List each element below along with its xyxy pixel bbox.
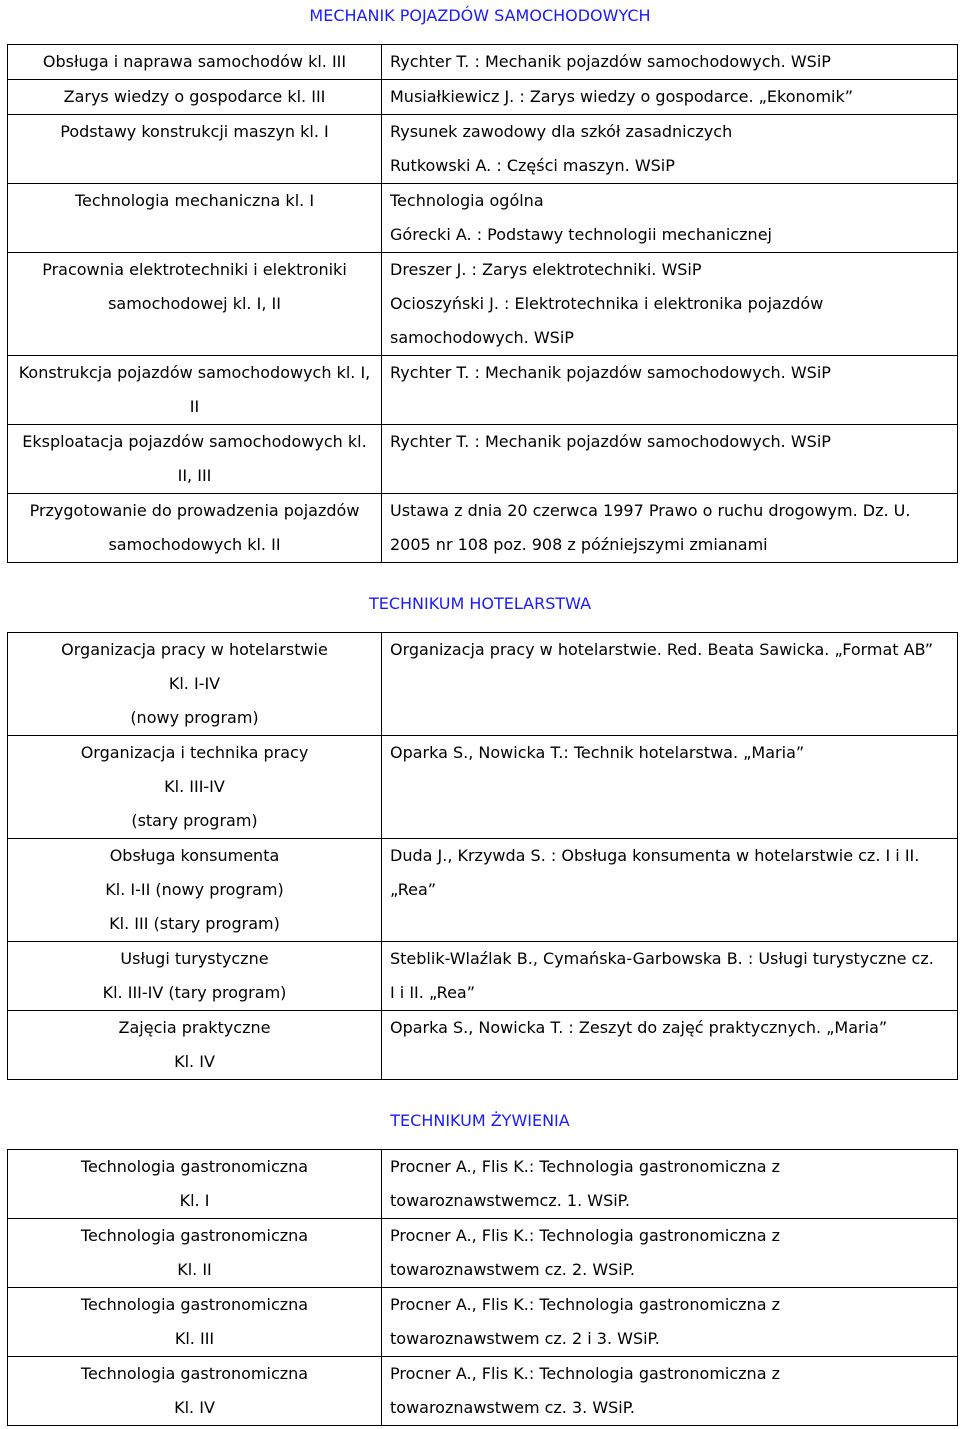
subject-line: Kl. II: [177, 1260, 212, 1279]
textbook-line: I i II. „Rea”: [390, 983, 475, 1002]
section-title-mechanik: MECHANIK POJAZDÓW SAMOCHODOWYCH: [309, 6, 651, 25]
subject-line: Technologia gastronomiczna: [80, 1226, 309, 1245]
subject-cell: [8, 736, 382, 839]
subject-line: Kl. III (stary program): [109, 914, 280, 933]
table-body: [8, 45, 958, 563]
subject-line: Zarys wiedzy o gospodarce kl. III: [63, 87, 326, 106]
subject-line: Organizacja i technika pracy: [80, 743, 309, 762]
subject-line: Kl. III-IV: [164, 777, 225, 796]
table-row: [8, 184, 958, 253]
table-row: [8, 1288, 958, 1357]
textbook-line: Rysunek zawodowy dla szkół zasadniczych: [390, 122, 733, 141]
subject-cell: [8, 425, 382, 494]
table-body: [8, 633, 958, 1080]
subject-cell: [8, 356, 382, 425]
subject-line: Kl. III-IV (tary program): [102, 983, 287, 1002]
subject-cell: [8, 253, 382, 356]
textbook-cell: [382, 425, 958, 494]
subject-line: Kl. III: [174, 1329, 215, 1348]
section-title-zywienie: TECHNIKUM ŻYWIENIA: [390, 1111, 570, 1130]
textbook-line: Oparka S., Nowicka T. : Zeszyt do zajęć praktycznych. „Maria”: [390, 1018, 888, 1037]
textbook-line: Procner A., Flis K.: Technologia gastronomiczna z: [390, 1295, 780, 1314]
subject-line: samochodowych kl. II: [108, 535, 281, 554]
textbook-line: Technologia ogólna: [390, 191, 544, 210]
table-zywienie: [7, 1149, 958, 1426]
textbook-line: Dreszer J. : Zarys elektrotechniki. WSiP: [390, 260, 702, 279]
table-hotelarstwo: [7, 632, 958, 1080]
subject-line: samochodowej kl. I, II: [108, 294, 281, 313]
textbook-cell: [382, 356, 958, 425]
textbook-line: Musiałkiewicz J. : Zarys wiedzy o gospodarce. „Ekonomik”: [390, 87, 854, 106]
textbook-cell: [382, 736, 958, 839]
textbook-line: 2005 nr 108 poz. 908 z późniejszymi zmianami: [390, 535, 768, 554]
textbook-cell: [382, 80, 958, 115]
subject-line: Eksploatacja pojazdów samochodowych kl.: [22, 432, 367, 451]
subject-line: Przygotowanie do prowadzenia pojazdów: [29, 501, 360, 520]
subject-cell: [8, 1219, 382, 1288]
textbook-cell: [382, 633, 958, 736]
textbook-cell: [382, 253, 958, 356]
textbook-line: Procner A., Flis K.: Technologia gastronomiczna z: [390, 1226, 780, 1245]
subject-line: Technologia gastronomiczna: [80, 1157, 309, 1176]
textbook-line: Procner A., Flis K.: Technologia gastronomiczna z: [390, 1364, 780, 1383]
table-row: [8, 425, 958, 494]
subject-cell: [8, 184, 382, 253]
subject-cell: [8, 115, 382, 184]
table-row: [8, 80, 958, 115]
subject-line: Pracownia elektrotechniki i elektroniki: [42, 260, 347, 279]
subject-cell: [8, 80, 382, 115]
textbook-cell: [382, 1011, 958, 1080]
subject-line: (nowy program): [130, 708, 259, 727]
subject-line: Podstawy konstrukcji maszyn kl. I: [60, 122, 329, 141]
subject-line: Kl. IV: [174, 1052, 215, 1071]
table-row: [8, 45, 958, 80]
table-row: [8, 633, 958, 736]
subject-cell: [8, 1357, 382, 1426]
table-row: [8, 253, 958, 356]
subject-cell: [8, 1150, 382, 1219]
table-row: [8, 356, 958, 425]
subject-cell: [8, 1288, 382, 1357]
table-body: [8, 1150, 958, 1426]
textbook-cell: [382, 942, 958, 1011]
table-row: [8, 942, 958, 1011]
subject-cell: [8, 494, 382, 563]
subject-cell: [8, 942, 382, 1011]
subject-line: Technologia mechaniczna kl. I: [74, 191, 315, 210]
table-row: [8, 1150, 958, 1219]
subject-line: Technologia gastronomiczna: [80, 1295, 309, 1314]
textbook-line: towaroznawstwem cz. 2. WSiP.: [390, 1260, 635, 1279]
subject-line: Kl. I-II (nowy program): [105, 880, 284, 899]
textbook-line: Ustawa z dnia 20 czerwca 1997 Prawo o ruchu drogowym. Dz. U.: [390, 501, 911, 520]
textbook-cell: [382, 184, 958, 253]
textbook-line: Rychter T. : Mechanik pojazdów samochodowych. WSiP: [390, 432, 831, 451]
table-row: [8, 115, 958, 184]
subject-line: Organizacja pracy w hotelarstwie: [61, 640, 328, 659]
textbook-line: towaroznawstwem cz. 3. WSiP.: [390, 1398, 635, 1417]
textbook-line: Steblik-Wlaźlak B., Cymańska-Garbowska B. : Usługi turystyczne cz.: [390, 949, 934, 968]
table-row: [8, 839, 958, 942]
subject-cell: [8, 839, 382, 942]
textbook-cell: [382, 115, 958, 184]
textbook-line: Ocioszyński J. : Elektrotechnika i elektronika pojazdów: [390, 294, 824, 313]
subject-line: Kl. I: [179, 1191, 210, 1210]
subject-line: Kl. I-IV: [168, 674, 221, 693]
subject-cell: [8, 1011, 382, 1080]
subject-line: Kl. IV: [174, 1398, 215, 1417]
textbook-cell: [382, 1357, 958, 1426]
subject-cell: [8, 633, 382, 736]
textbook-line: towaroznawstwem cz. 2 i 3. WSiP.: [390, 1329, 660, 1348]
subject-line: (stary program): [131, 811, 258, 830]
textbook-line: Duda J., Krzywda S. : Obsługa konsumenta w hotelarstwie cz. I i II.: [390, 846, 920, 865]
textbook-line: Rychter T. : Mechanik pojazdów samochodowych. WSiP: [390, 52, 831, 71]
textbook-line: Procner A., Flis K.: Technologia gastronomiczna z: [390, 1157, 780, 1176]
subject-cell: [8, 45, 382, 80]
subject-line: II, III: [177, 466, 212, 485]
subject-line: Konstrukcja pojazdów samochodowych kl. I,: [18, 363, 371, 382]
subject-line: Technologia gastronomiczna: [80, 1364, 309, 1383]
textbook-line: Organizacja pracy w hotelarstwie. Red. Beata Sawicka. „Format AB”: [390, 640, 933, 659]
table-row: [8, 1219, 958, 1288]
textbook-cell: [382, 839, 958, 942]
subject-line: II: [189, 397, 200, 416]
table-row: [8, 1011, 958, 1080]
table-row: [8, 1357, 958, 1426]
textbook-cell: [382, 494, 958, 563]
textbook-line: „Rea”: [390, 880, 437, 899]
subject-line: Obsługa konsumenta: [109, 846, 280, 865]
subject-line: Zajęcia praktyczne: [118, 1018, 271, 1037]
textbook-line: Rutkowski A. : Części maszyn. WSiP: [390, 156, 675, 175]
textbook-cell: [382, 1219, 958, 1288]
textbook-cell: [382, 1150, 958, 1219]
table-row: [8, 736, 958, 839]
subject-line: Usługi turystyczne: [120, 949, 269, 968]
textbook-line: towaroznawstwemcz. 1. WSiP.: [390, 1191, 630, 1210]
textbook-line: Oparka S., Nowicka T.: Technik hotelarstwa. „Maria”: [390, 743, 805, 762]
subject-line: Obsługa i naprawa samochodów kl. III: [42, 52, 347, 71]
textbook-line: Rychter T. : Mechanik pojazdów samochodowych. WSiP: [390, 363, 831, 382]
textbook-cell: [382, 45, 958, 80]
textbook-cell: [382, 1288, 958, 1357]
textbook-line: Górecki A. : Podstawy technologii mechanicznej: [390, 225, 772, 244]
table-row: [8, 494, 958, 563]
textbook-line: samochodowych. WSiP: [390, 328, 574, 347]
section-title-hotelarstwo: TECHNIKUM HOTELARSTWA: [368, 594, 592, 613]
table-mechanik: [7, 44, 958, 563]
